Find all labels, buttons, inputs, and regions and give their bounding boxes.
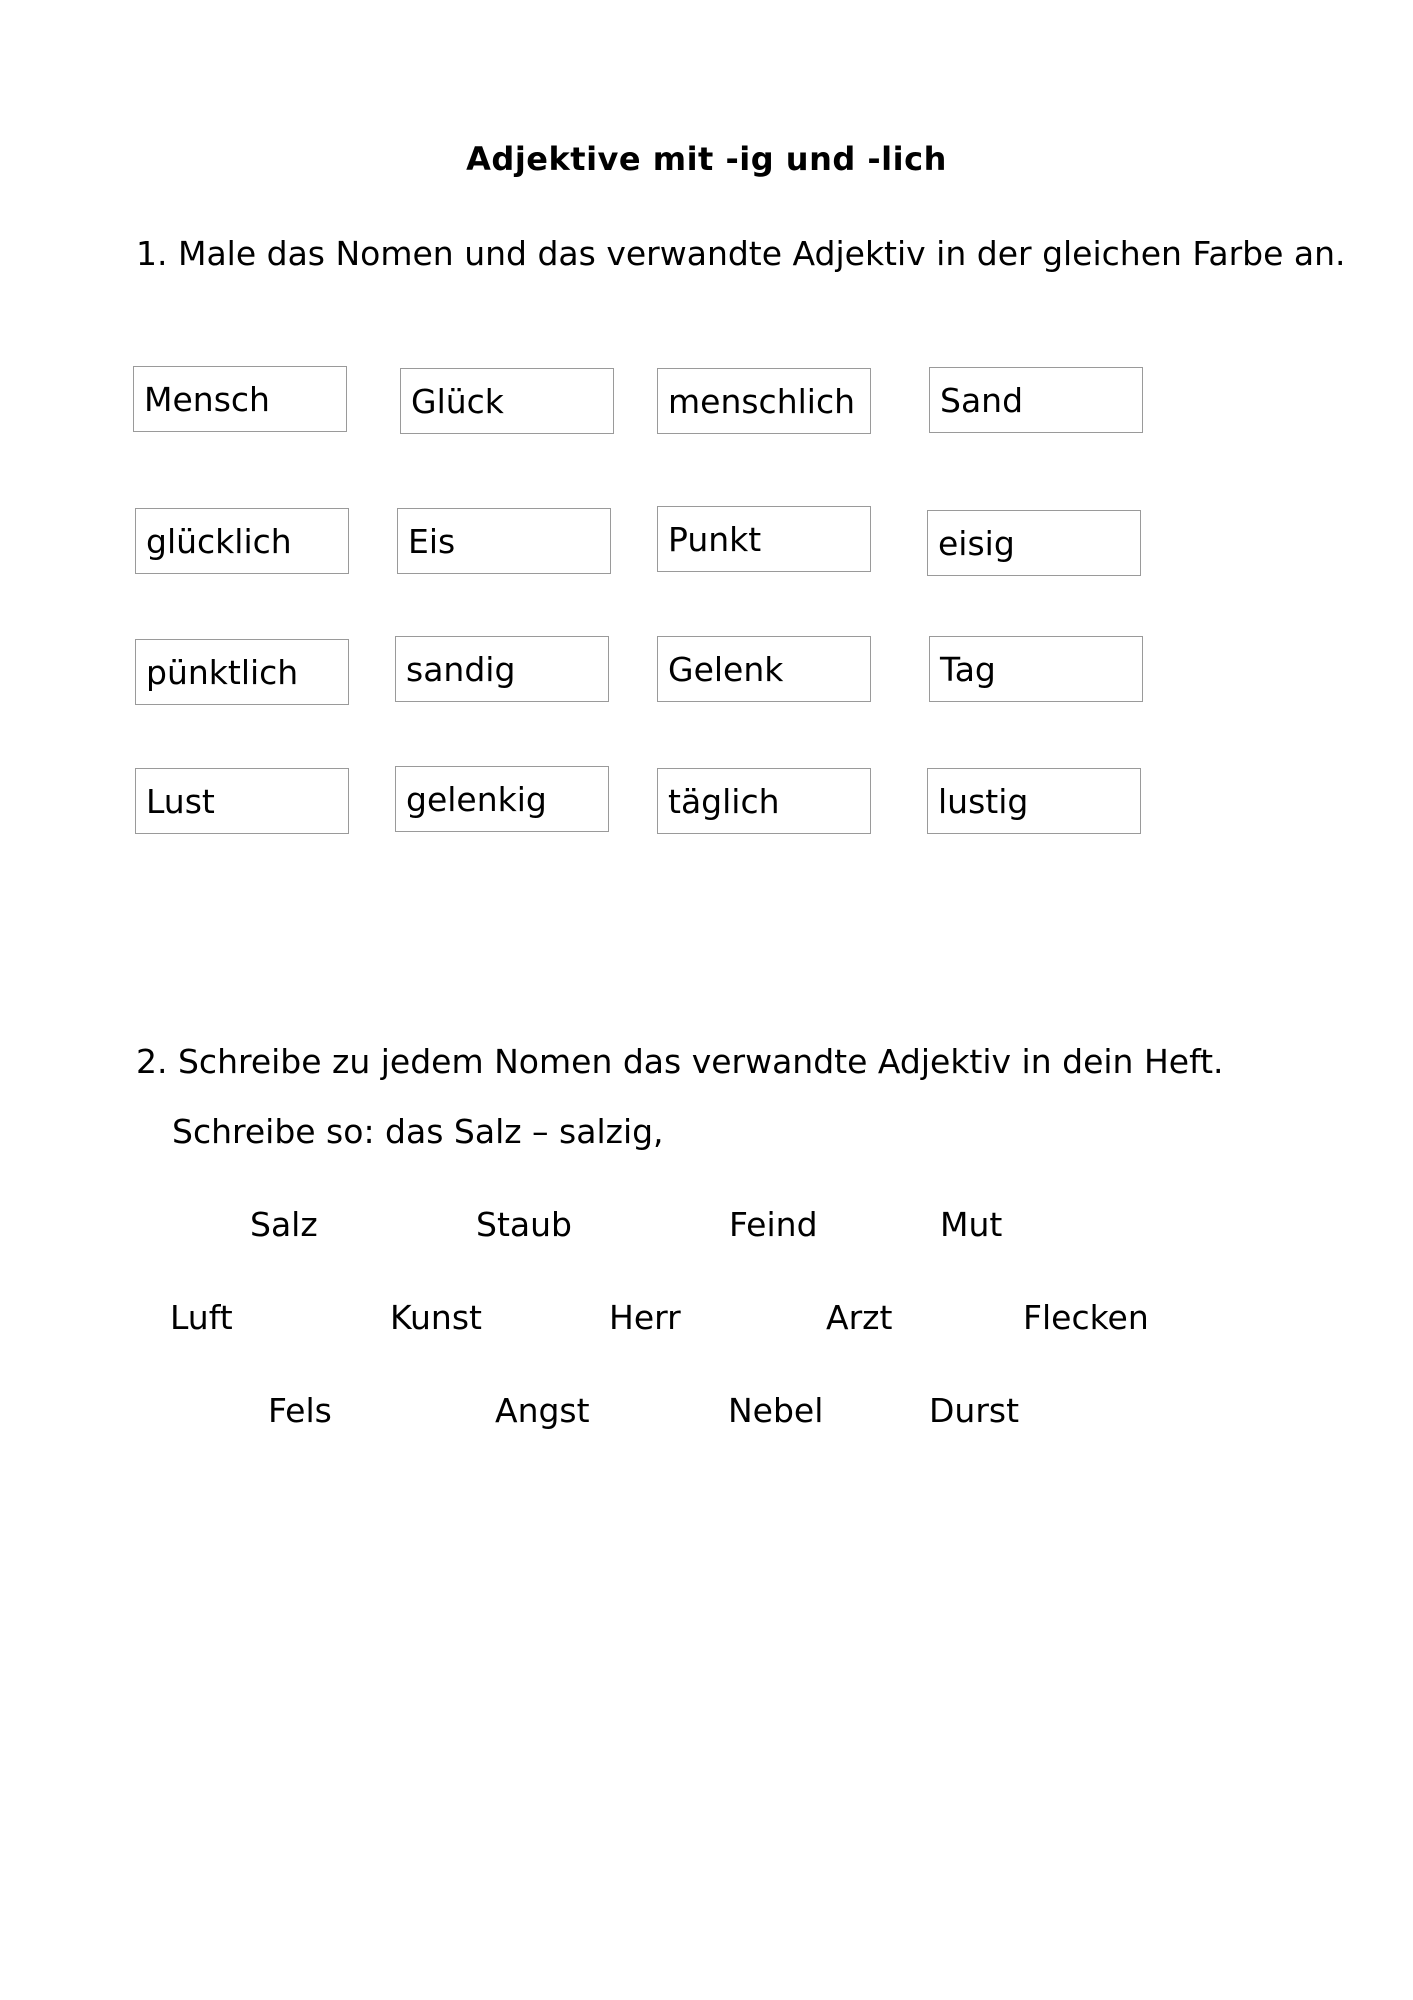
word-box[interactable]: eisig [927, 510, 1141, 576]
word-box[interactable]: Lust [135, 768, 349, 834]
noun-word: Kunst [390, 1298, 482, 1337]
noun-word: Durst [929, 1391, 1020, 1430]
word-box[interactable]: Tag [929, 636, 1143, 702]
task-2-instruction: 2. Schreibe zu jedem Nomen das verwandte Adjektiv in dein Heft. [136, 1042, 1224, 1081]
noun-word: Flecken [1023, 1298, 1149, 1337]
noun-word: Luft [170, 1298, 233, 1337]
word-box[interactable]: täglich [657, 768, 871, 834]
noun-word: Staub [476, 1205, 572, 1244]
noun-word: Angst [495, 1391, 590, 1430]
word-box[interactable]: Gelenk [657, 636, 871, 702]
noun-word: Nebel [728, 1391, 824, 1430]
word-box[interactable]: pünktlich [135, 639, 349, 705]
word-box[interactable]: Glück [400, 368, 614, 434]
word-box[interactable]: glücklich [135, 508, 349, 574]
word-box[interactable]: Mensch [133, 366, 347, 432]
task-2-example: Schreibe so: das Salz – salzig, [172, 1112, 664, 1151]
noun-word: Mut [940, 1205, 1003, 1244]
noun-word: Arzt [826, 1298, 893, 1337]
noun-word: Feind [729, 1205, 818, 1244]
worksheet-title: Adjektive mit -ig und -lich [466, 140, 947, 178]
word-box[interactable]: Punkt [657, 506, 871, 572]
task-1-instruction: 1. Male das Nomen und das verwandte Adjektiv in der gleichen Farbe an. [136, 234, 1346, 273]
word-box[interactable]: Sand [929, 367, 1143, 433]
word-box[interactable]: gelenkig [395, 766, 609, 832]
noun-word: Fels [268, 1391, 332, 1430]
word-box[interactable]: Eis [397, 508, 611, 574]
word-box[interactable]: lustig [927, 768, 1141, 834]
noun-word: Salz [250, 1205, 318, 1244]
noun-word: Herr [609, 1298, 681, 1337]
word-box[interactable]: menschlich [657, 368, 871, 434]
word-box[interactable]: sandig [395, 636, 609, 702]
